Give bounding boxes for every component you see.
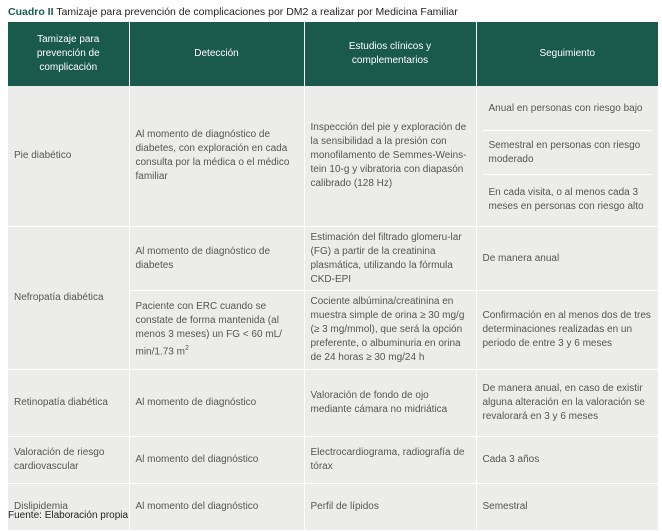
- header-screening: Tamizaje para prevención de complicación: [8, 22, 129, 86]
- cell-followup: Semestral en personas con riesgo moderado: [483, 130, 653, 174]
- cell-screening: Retinopatía diabética: [8, 370, 129, 437]
- cell-detection: Al momento del diagnóstico: [129, 484, 304, 531]
- header-followup: Seguimiento: [476, 22, 658, 86]
- cell-followup: En cada visita, o al menos cada 3 meses en personas con riesgo alto: [483, 174, 653, 224]
- cell-followup: Confirmación en al menos dos de tres determinaciones realizadas en un periodo de entre 3 y 6 meses: [476, 291, 658, 370]
- cell-detection: Al momento del diagnóstico: [129, 437, 304, 484]
- header-row: [8, 22, 658, 86]
- cell-studies: Estimación del filtrado glomeru-lar (FG) a partir de la creatinina plasmática, utilizando la fórmula CKD-EPI: [304, 227, 476, 291]
- header-studies: Estudios clínicos y complementarios: [304, 22, 476, 86]
- table-row-pie: [8, 86, 658, 227]
- cell-screening: Pie diabético: [8, 86, 129, 227]
- detection-text: Paciente con ERC cuando se constate de forma mantenida (al menos 3 meses) un FG < 60 mL/ min/1.73 m: [135, 301, 282, 358]
- cell-followup: Anual en personas con riesgo bajo: [488, 103, 643, 114]
- cell-studies: Electrocardiograma, radiografía de tórax: [304, 437, 476, 484]
- cell-followup: Cada 3 años: [476, 437, 658, 484]
- cell-studies: Cociente albúmina/creatinina en muestra simple de orina ≥ 30 mg/g (≥ 3 mg/mmol), que será la opción preferente, o albuminuria en orina de 24 horas ≥ 30 mg/24 h: [304, 291, 476, 370]
- cell-followup: De manera anual: [476, 227, 658, 291]
- source-note: Fuente: Elaboración propia: [8, 510, 129, 521]
- table-row-cardio: [8, 437, 658, 484]
- cell-screening: Valoración de riesgo cardiovascular: [8, 437, 129, 484]
- caption-text: Tamizaje para prevención de complicaciones por DM2 a realizar por Medicina Familiar: [53, 6, 458, 18]
- cell-followup: De manera anual, en caso de existir alguna alteración en la valoración se revalorará en 3 y 6 meses: [476, 370, 658, 437]
- table-row-retino: [8, 370, 658, 437]
- cell-screening: Nefropatía diabética: [8, 227, 129, 370]
- table-caption: [8, 6, 458, 18]
- cell-screening: Dislipidemia: [8, 484, 129, 531]
- header-detection: Detección: [129, 22, 304, 86]
- cell-detection: [129, 291, 304, 370]
- cell-studies: Perfil de lípidos: [304, 484, 476, 531]
- cell-detection: Al momento de diagnóstico de diabetes: [129, 227, 304, 291]
- screening-table: [8, 22, 658, 531]
- cell-followup: Semestral: [476, 484, 658, 531]
- cell-detection: Al momento de diagnóstico de diabetes, con exploración en cada consulta por la médica o el médico familiar: [129, 86, 304, 227]
- caption-label: Cuadro II: [8, 6, 54, 18]
- table-row-nefro: [8, 227, 658, 291]
- cell-studies: Valoración de fondo de ojo mediante cámara no midriática: [304, 370, 476, 437]
- cell-detection: Al momento de diagnóstico: [129, 370, 304, 437]
- cell-followup-group: [476, 86, 658, 227]
- detection-superscript: 2: [184, 345, 189, 353]
- table-row-lipid: [8, 484, 658, 531]
- cell-studies: Inspección del pie y exploración de la sensibilidad a la presión con monofilamento de Semmes-Weins-tein 10-g y vibratoria con diapasón calibrado (128 Hz): [304, 86, 476, 227]
